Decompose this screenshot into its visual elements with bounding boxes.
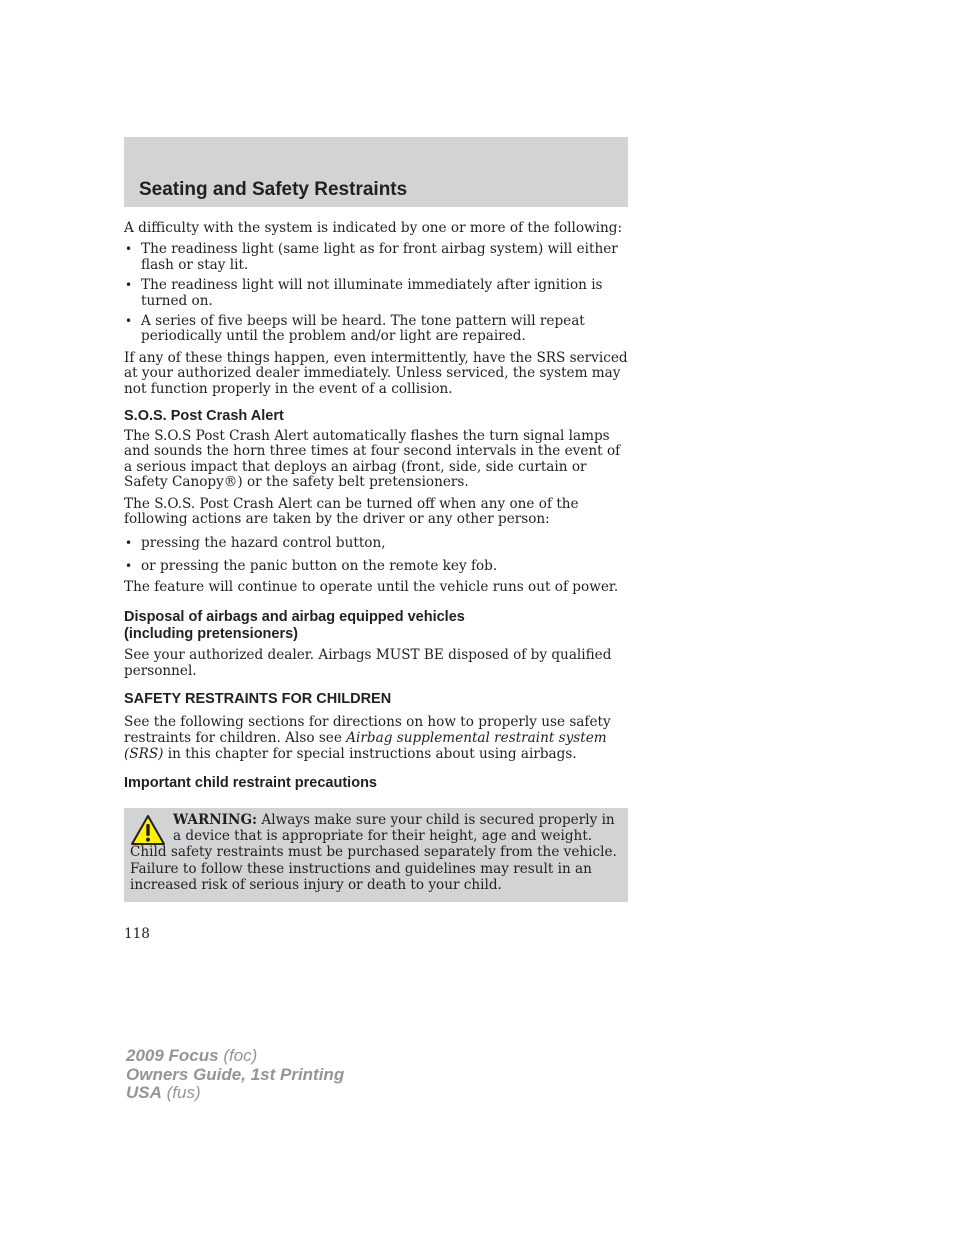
bullet-icon: • bbox=[125, 314, 133, 329]
bullet-icon: • bbox=[125, 278, 133, 293]
children-paragraph: See the following sections for directions on how to properly use safety restraints for children. Also see Airbag supplemental restraint system (SRS) in this chapter for special instructions about using airbags. bbox=[124, 713, 611, 762]
bullet-icon: • bbox=[125, 558, 133, 573]
disposal-paragraph: See your authorized dealer. Airbags MUST BE disposed of by qualified personnel. bbox=[124, 646, 612, 680]
list-item: • The readiness light (same light as for front airbag system) will either flash or stay lit. bbox=[125, 241, 618, 273]
precautions-heading: Important child restraint precautions bbox=[124, 774, 377, 791]
list-item: • A series of five beeps will be heard. The tone pattern will repeat periodically until the problem and/or light are repaired. bbox=[125, 313, 585, 345]
warning-box bbox=[124, 808, 628, 902]
document-footer: 2009 Focus (foc) Owners Guide, 1st Printing USA (fus) bbox=[126, 1046, 345, 1102]
chapter-title: Seating and Safety Restraints bbox=[139, 179, 408, 200]
sos-paragraph-2: The S.O.S. Post Crash Alert can be turned off when any one of the following actions are taken by the driver or any other person: bbox=[124, 495, 579, 528]
children-heading: SAFETY RESTRAINTS FOR CHILDREN bbox=[124, 690, 392, 707]
sos-heading: S.O.S. Post Crash Alert bbox=[124, 408, 284, 425]
list-item: • pressing the hazard control button, bbox=[125, 534, 386, 551]
bullet-icon: • bbox=[125, 535, 133, 550]
list-item: • The readiness light will not illuminate immediately after ignition is turned on. bbox=[125, 277, 603, 309]
page-content bbox=[124, 221, 628, 792]
sos-paragraph-3: The feature will continue to operate until the vehicle runs out of power. bbox=[124, 579, 619, 596]
intro-paragraph: A difficulty with the system is indicated by one or more of the following: bbox=[124, 220, 623, 236]
warning-label: WARNING: bbox=[173, 812, 258, 828]
srs-cross-reference: (SRS) bbox=[124, 745, 164, 762]
list-item: • or pressing the panic button on the remote key fob. bbox=[125, 557, 498, 574]
chapter-header-band bbox=[124, 137, 628, 207]
page-number: 118 bbox=[124, 926, 150, 942]
sos-paragraph-1: The S.O.S Post Crash Alert automatically flashes the turn signal lamps and sounds the horn three times at four second intervals in the event of a serious impact that deploys an airbag (front, side, side curtain or Safety Canopy®) or the safety belt pretensioners. bbox=[124, 428, 621, 491]
bullet-icon: • bbox=[125, 242, 133, 257]
srs-cross-reference: Airbag supplemental restraint system bbox=[346, 729, 607, 746]
disposal-heading: Disposal of airbags and airbag equipped vehicles (including pretensioners) bbox=[124, 608, 465, 642]
warning-text: WARNING: Always make sure your child is secured properly in a device that is appropriate for their height, age and weight. Child safety restraints must be purchased separately from the vehicle. Failure to follow these instructions and guidelines may result in an increased risk of serious injury or death to your child. bbox=[130, 812, 617, 893]
srs-service-paragraph: If any of these things happen, even intermittently, have the SRS serviced at your authorized dealer immediately. Unless serviced, the system may not function properly in the event of a collision. bbox=[124, 349, 628, 397]
